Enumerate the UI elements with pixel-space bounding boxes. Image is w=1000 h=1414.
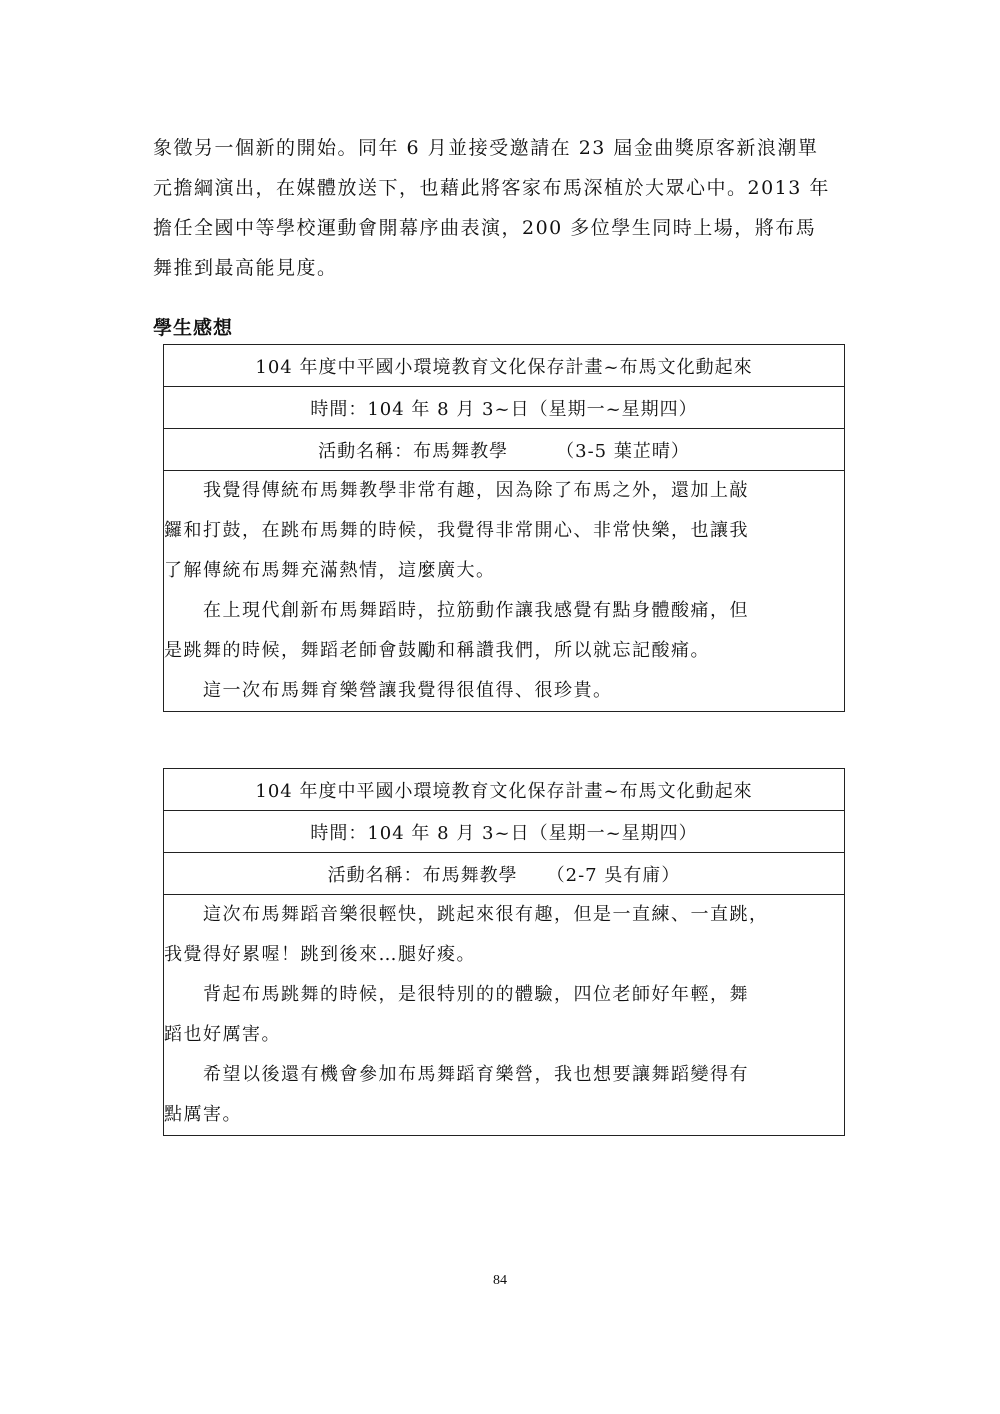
reflection-title: 104 年度中平國小環境教育文化保存計畫~布馬文化動起來 bbox=[164, 769, 845, 811]
section-heading: 學生感想 bbox=[153, 317, 234, 339]
intro-line: 象徵另一個新的開始。同年 6 月並接受邀請在 23 屆金曲獎原客新浪潮單 bbox=[153, 137, 819, 159]
intro-paragraph bbox=[153, 128, 853, 288]
reflection-line: 在上現代創新布馬舞蹈時，拉筋動作讓我感覺有點身體酸痛，但 bbox=[164, 600, 749, 621]
reflection-line: 這次布馬舞蹈音樂很輕快，跳起來很有趣，但是一直練、一直跳， bbox=[164, 904, 769, 925]
reflection-line: 了解傳統布馬舞充滿熱情，這麼廣大。 bbox=[164, 560, 496, 581]
reflection-time: 時間：104 年 8 月 3~日（星期一~星期四） bbox=[164, 811, 845, 853]
reflection-title: 104 年度中平國小環境教育文化保存計畫~布馬文化動起來 bbox=[164, 345, 845, 387]
reflection-line: 點厲害。 bbox=[164, 1104, 242, 1125]
intro-line: 擔任全國中等學校運動會開幕序曲表演，200 多位學生同時上場，將布馬 bbox=[153, 217, 817, 239]
reflection-line: 我覺得好累喔！跳到後來…腿好痠。 bbox=[164, 944, 476, 965]
reflection-line: 是跳舞的時候，舞蹈老師會鼓勵和稱讚我們，所以就忘記酸痛。 bbox=[164, 640, 710, 661]
reflection-line: 鑼和打鼓，在跳布馬舞的時候，我覺得非常開心、非常快樂，也讓我 bbox=[164, 520, 749, 541]
reflection-activity: 活動名稱：布馬舞教學 （2-7 吳有庯） bbox=[164, 853, 845, 895]
page-number: 84 bbox=[493, 1273, 507, 1288]
reflection-table-1 bbox=[163, 344, 845, 712]
reflection-table-2 bbox=[163, 768, 845, 1136]
reflection-line: 希望以後還有機會參加布馬舞蹈育樂營，我也想要讓舞蹈變得有 bbox=[164, 1064, 749, 1085]
reflection-line: 這一次布馬舞育樂營讓我覺得很值得、很珍貴。 bbox=[164, 680, 613, 701]
reflection-body bbox=[164, 895, 845, 1136]
reflection-line: 蹈也好厲害。 bbox=[164, 1024, 281, 1045]
intro-line: 元擔綱演出，在媒體放送下，也藉此將客家布馬深植於大眾心中。2013 年 bbox=[153, 177, 830, 199]
reflection-activity: 活動名稱：布馬舞教學 （3-5 葉芷晴） bbox=[164, 429, 845, 471]
reflection-line: 背起布馬跳舞的時候，是很特別的的體驗，四位老師好年輕，舞 bbox=[164, 984, 749, 1005]
reflection-time: 時間：104 年 8 月 3~日（星期一~星期四） bbox=[164, 387, 845, 429]
reflection-body bbox=[164, 471, 845, 712]
reflection-line: 我覺得傳統布馬舞教學非常有趣，因為除了布馬之外，還加上敲 bbox=[164, 480, 749, 501]
intro-line: 舞推到最高能見度。 bbox=[153, 257, 338, 279]
